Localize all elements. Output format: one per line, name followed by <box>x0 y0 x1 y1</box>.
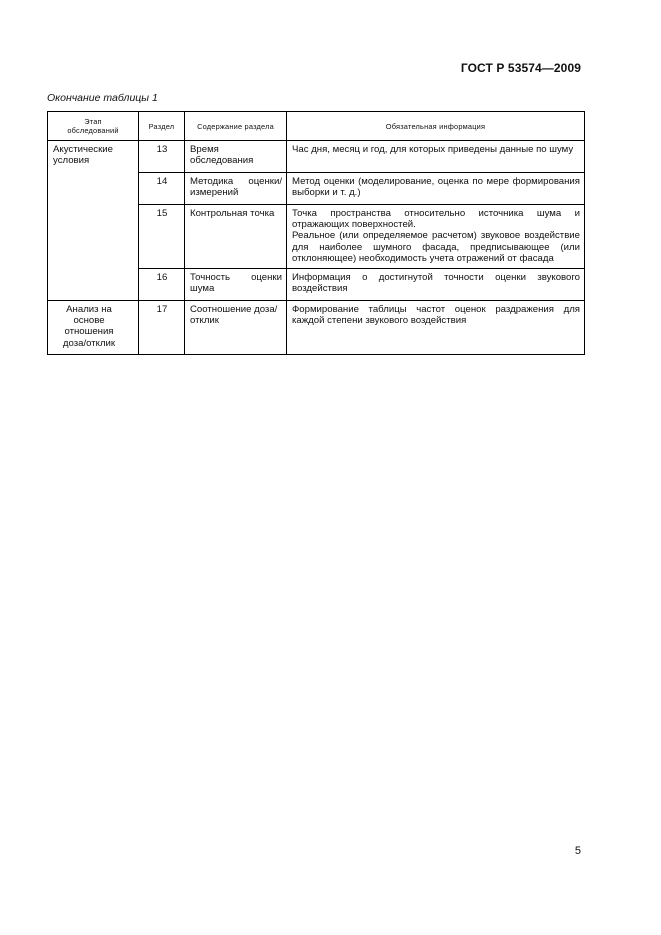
table-row <box>48 141 585 173</box>
section-number-cell: 16 <box>139 269 185 301</box>
section-number-cell: 15 <box>139 205 185 269</box>
required-info-cell: Метод оценки (моделирование, оценка по мере формирования выборки и т. д.) <box>287 173 585 205</box>
stage-cell: Анализ на основе отношения доза/отклик <box>48 301 139 355</box>
section-number-cell: 14 <box>139 173 185 205</box>
section-content-cell: Методика оценки/ измерений <box>185 173 287 205</box>
required-info-cell <box>287 205 585 269</box>
section-content-cell: Соотношение доза/ отклик <box>185 301 287 355</box>
column-header-info: Обязательная информация <box>287 112 585 141</box>
section-number-cell: 13 <box>139 141 185 173</box>
table-row <box>48 301 585 355</box>
section-content-cell: Контрольная точка <box>185 205 287 269</box>
page-number: 5 <box>574 845 581 857</box>
required-info-cell: Формирование таблицы частот оценок раздражения для каждой степени звукового воздействия <box>287 301 585 355</box>
info-line: Реальное (или определяемое расчетом) звуковое воздействие для наиболее шумного фасада, предписывающее (или отклоняющее) необходимость учета отражений от фасада <box>292 230 580 264</box>
requirements-table <box>47 111 585 355</box>
required-info-cell: Информация о достигнутой точности оценки звукового воздействия <box>287 269 585 301</box>
column-header-stage: Этап обследований <box>48 112 139 141</box>
column-header-section: Раздел <box>139 112 185 141</box>
column-header-content: Содержание раздела <box>185 112 287 141</box>
required-info-cell: Час дня, месяц и год, для которых приведены данные по шуму <box>287 141 585 173</box>
table-header-row <box>48 112 585 141</box>
section-number-cell: 17 <box>139 301 185 355</box>
stage-cell: Акустические условия <box>48 141 139 301</box>
info-line: Точка пространства относительно источника шума и отражающих поверхностей. <box>292 208 580 231</box>
document-code: ГОСТ Р 53574—2009 <box>460 61 581 75</box>
section-content-cell: Время обследования <box>185 141 287 173</box>
section-content-cell: Точность оценки шума <box>185 269 287 301</box>
table-caption: Окончание таблицы 1 <box>47 92 158 104</box>
